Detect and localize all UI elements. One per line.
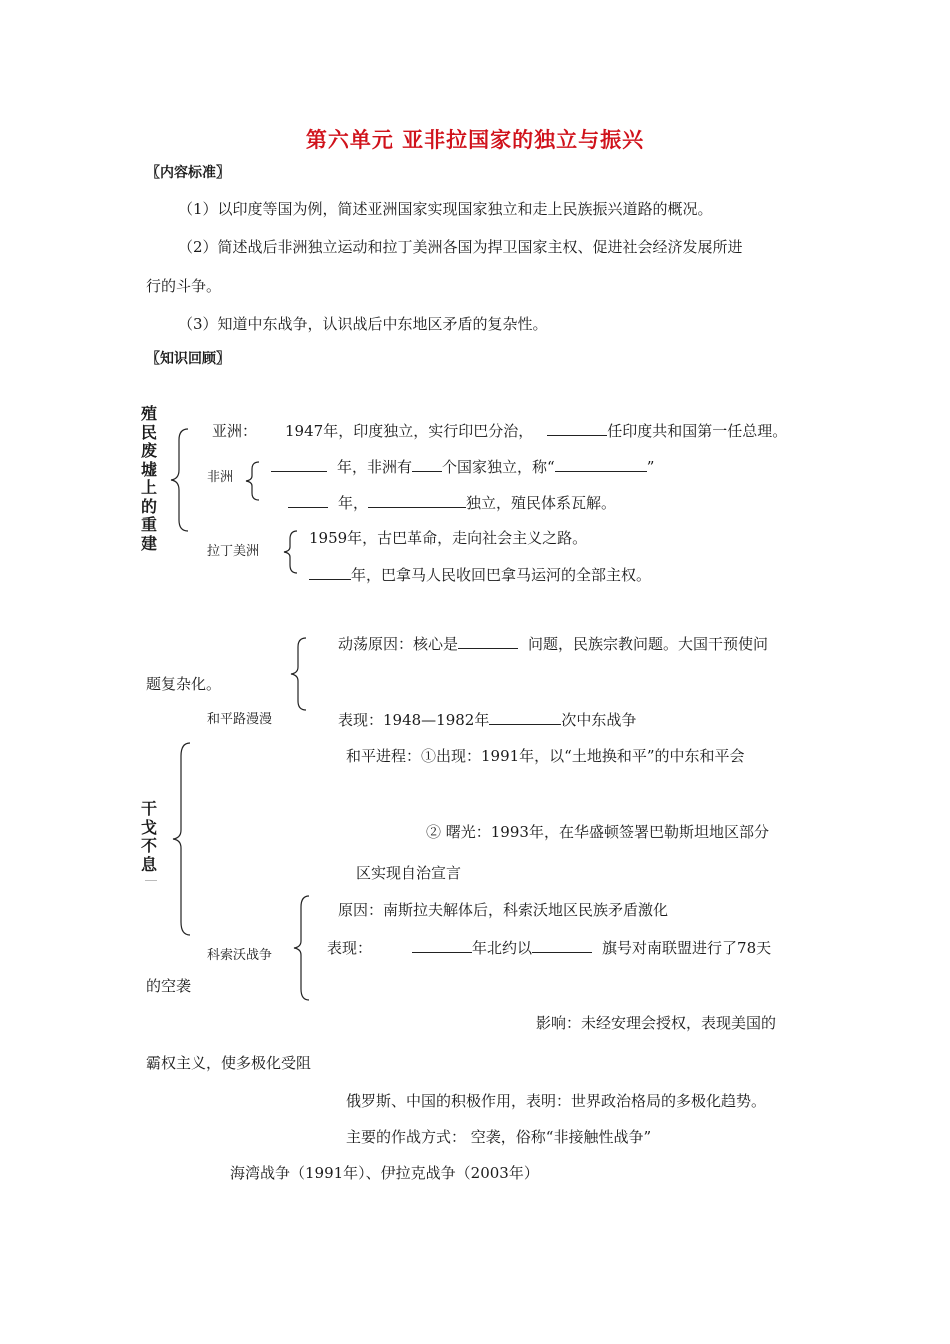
asia-text: 1947年，印度独立，实行印巴分治， — [285, 422, 534, 440]
latam-row-1: 1959年，古巴革命，走向社会主义之路。 — [309, 529, 588, 547]
latam-label: 拉丁美洲 — [207, 544, 260, 559]
page-title: 第六单元 亚非拉国家的独立与振兴 — [305, 128, 645, 152]
africa-text-1c: ” — [646, 458, 655, 476]
kosovo-show-label: 表现： — [327, 939, 373, 957]
combat-method: 主要的作战方式： 空袭，俗称“非接触性战争” — [346, 1128, 652, 1146]
asia-label: 亚洲： — [212, 422, 258, 440]
asia-blank — [547, 420, 607, 436]
mideast-cause-text-b: 问题，民族宗教问题。大国干预使问 — [528, 635, 769, 653]
peace-process-2: ② 曙光：1993年，在华盛顿签署巴勒斯坦地区部分 — [426, 823, 769, 841]
conflict-vertical-title: 干戈不息 — [140, 799, 157, 874]
mideast-cause-blank — [458, 633, 518, 649]
asia-row — [212, 420, 787, 441]
asia-text-end: 任印度共和国第一任总理。 — [607, 422, 788, 440]
standard-item-3: （3）知道中东战争，认识战后中东地区矛盾的复杂性。 — [178, 315, 548, 333]
kosovo-impact-cont: 霸权主义，使多极化受阻 — [146, 1054, 312, 1072]
kosovo-show-cont: 的空袭 — [146, 977, 192, 995]
peace-process-1: 和平进程：①出现：1991年，以“土地换和平”的中东和平会 — [346, 747, 745, 765]
rebuild-brace — [168, 428, 196, 532]
kosovo-impact: 影响：未经安理会授权，表现美国的 — [536, 1014, 777, 1032]
rebuild-vertical-title: 殖民废墟上的重建 — [140, 404, 157, 553]
kosovo-brace — [291, 895, 313, 1001]
mideast-cause-text-a: 动荡原因：核心是 — [338, 635, 459, 653]
africa-text-2a: 年， — [338, 494, 369, 512]
kosovo-label: 科索沃战争 — [207, 948, 273, 963]
standard-item-2: （2）简述战后非洲独立运动和拉丁美洲各国为捍卫国家主权、促进社会经济发展所进 — [178, 238, 743, 256]
vertical-title-dash — [145, 880, 157, 881]
kosovo-show-text-b: 旗号对南联盟进行了78天 — [602, 939, 772, 957]
kosovo-show-text-a: 年北约以 — [472, 939, 533, 957]
africa-blank-count — [412, 456, 442, 472]
kosovo-blank-banner — [532, 937, 592, 953]
conflict-brace — [170, 742, 194, 936]
africa-blank-country — [368, 492, 466, 508]
mideast-show-blank — [489, 709, 561, 725]
africa-brace — [243, 461, 263, 501]
russia-china-role: 俄罗斯、中国的积极作用，表明：世界政治格局的多极化趋势。 — [346, 1092, 767, 1110]
standard-item-2-cont: 行的斗争。 — [146, 277, 222, 295]
content-standard-heading: 〖内容标准〗 — [146, 165, 230, 181]
kosovo-blank-year — [412, 937, 472, 953]
africa-row-2 — [288, 492, 616, 513]
latam-blank-year — [309, 564, 351, 580]
africa-blank-year — [271, 456, 327, 472]
wars-list: 海湾战争（1991年）、伊拉克战争（2003年） — [230, 1164, 539, 1182]
latam-row-2 — [309, 564, 651, 585]
mideast-show-text-a: 表现：1948—1982年 — [338, 711, 490, 729]
mideast-show — [338, 709, 636, 730]
africa-blank-year-2 — [288, 492, 328, 508]
africa-row-1 — [271, 456, 654, 477]
africa-label: 非洲 — [207, 470, 234, 485]
africa-text-1a: 年，非洲有 — [337, 458, 413, 476]
review-heading: 〖知识回顾〗 — [146, 351, 230, 367]
mideast-cause — [338, 633, 768, 654]
standard-item-1: （1）以印度等国为例，简述亚洲国家实现国家独立和走上民族振兴道路的概况。 — [178, 200, 713, 218]
kosovo-cause: 原因：南斯拉夫解体后，科索沃地区民族矛盾激化 — [338, 901, 669, 919]
mideast-show-text-b: 次中东战争 — [561, 711, 637, 729]
peace-process-3: 区实现自治宣言 — [356, 864, 462, 882]
mideast-cause-cont: 题复杂化。 — [146, 675, 222, 693]
africa-text-1b: 个国家独立，称“ — [442, 458, 555, 476]
mideast-label: 和平路漫漫 — [207, 712, 273, 727]
latam-brace — [281, 530, 301, 574]
kosovo-show — [327, 937, 771, 958]
africa-text-2b: 独立，殖民体系瓦解。 — [466, 494, 617, 512]
africa-blank-name — [555, 456, 647, 472]
mideast-brace — [288, 637, 310, 711]
latam-text-2: 年，巴拿马人民收回巴拿马运河的全部主权。 — [351, 566, 652, 584]
